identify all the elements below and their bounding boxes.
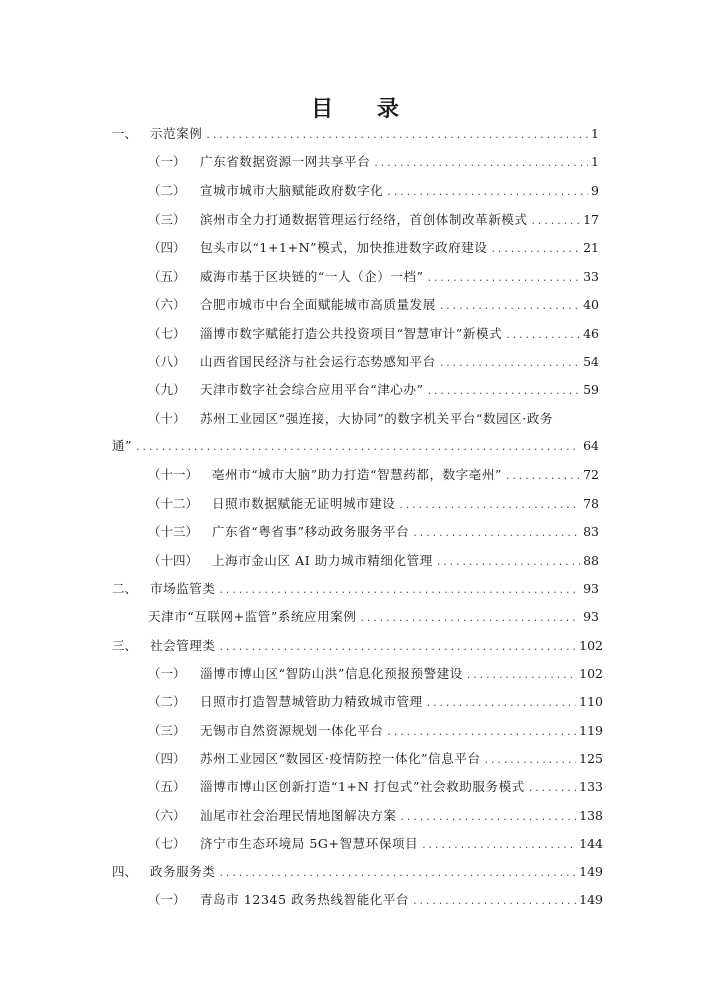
- dot-leader: [421, 836, 576, 856]
- toc-entry[interactable]: [148, 721, 603, 741]
- toc-entry-number: 四、: [112, 864, 138, 879]
- toc-entry-number: （十四）: [148, 553, 199, 568]
- toc-entry-number: （二）: [148, 694, 186, 709]
- toc-title: 目 录: [311, 97, 417, 122]
- dot-leader: [466, 666, 576, 686]
- dot-leader: [219, 864, 577, 884]
- toc-entry[interactable]: [148, 324, 599, 344]
- toc-entry-page: 83: [583, 524, 599, 539]
- toc-entry-number: （四）: [148, 751, 186, 766]
- toc-entry-page: 21: [583, 240, 599, 255]
- toc-entry[interactable]: [148, 607, 599, 627]
- toc-entry-title: 济宁市生态环境局 5G+智慧环保项目: [200, 836, 419, 851]
- toc-entry-page: 125: [579, 751, 603, 766]
- dot-leader: [373, 154, 588, 174]
- toc-entry-title: 亳州市“城市大脑”助力打造“智慧药都，数字亳州”: [212, 467, 502, 482]
- toc-entry-wrapped-line2[interactable]: [112, 436, 599, 456]
- toc-entry-title: 示范案例: [150, 126, 203, 141]
- toc-entry[interactable]: [148, 295, 599, 315]
- dot-leader: [490, 240, 580, 260]
- toc-entry-title: 苏州工业园区“数园区·疫情防控一体化”信息平台: [200, 751, 481, 766]
- dot-leader: [135, 438, 580, 458]
- dot-leader: [439, 297, 580, 317]
- toc-entry-title: 宣城市城市大脑赋能政府数字化: [200, 183, 384, 198]
- toc-entry[interactable]: [148, 267, 599, 287]
- toc-entry[interactable]: [148, 664, 603, 684]
- toc-entry-page: 59: [583, 382, 599, 397]
- dot-leader: [439, 354, 580, 374]
- dot-leader: [359, 609, 580, 629]
- toc-entry[interactable]: [112, 636, 603, 656]
- toc-entry-page: 88: [583, 553, 599, 568]
- toc-entry-page: 119: [579, 723, 603, 738]
- dot-leader: [484, 751, 577, 771]
- toc-entry-number: （四）: [148, 240, 186, 255]
- toc-entry-title: 日照市数据赋能无证明城市建设: [212, 496, 396, 511]
- toc-entry-number: （十二）: [148, 496, 199, 511]
- dot-leader: [398, 496, 580, 516]
- toc-entry[interactable]: [148, 806, 603, 826]
- dot-leader: [505, 467, 580, 487]
- toc-entry-number: 一、: [112, 126, 138, 141]
- toc-entry-number: （六）: [148, 297, 186, 312]
- toc-entry-page: 93: [583, 581, 599, 596]
- toc-entry-page: 149: [579, 892, 603, 907]
- toc-entry-page: 133: [579, 779, 603, 794]
- dot-leader: [219, 581, 581, 601]
- dot-leader: [219, 638, 577, 658]
- toc-entry[interactable]: [148, 777, 603, 797]
- toc-entry-page: 72: [583, 467, 599, 482]
- toc-entry[interactable]: [148, 692, 603, 712]
- toc-entry-number: 二、: [112, 581, 138, 596]
- toc-entry-title: 无锡市自然资源规划一体化平台: [200, 723, 384, 738]
- toc-entry-page: 9: [591, 183, 599, 198]
- toc-entry-number: （三）: [148, 212, 186, 227]
- toc-entry[interactable]: [148, 749, 603, 769]
- dot-leader: [427, 382, 581, 402]
- toc-entry-number: （九）: [148, 382, 186, 397]
- toc-entry-number: （七）: [148, 326, 186, 341]
- toc-entry-title: 社会管理类: [150, 638, 216, 653]
- toc-entry[interactable]: [112, 579, 599, 599]
- toc-entry-page: 102: [579, 638, 603, 653]
- toc-entry[interactable]: [148, 380, 599, 400]
- dot-leader: [412, 524, 580, 544]
- toc-entry-page: 1: [591, 126, 599, 141]
- toc-entry-title: 苏州工业园区“强连接，大协同”的数字机关平台“数园区·政务: [200, 411, 554, 426]
- toc-entry-number: （六）: [148, 808, 186, 823]
- dot-leader: [386, 723, 576, 743]
- toc-entry-page: 1: [591, 154, 599, 169]
- toc-entry-page: 102: [579, 666, 603, 681]
- toc-entry-page: 138: [579, 808, 603, 823]
- toc-entry-page: 78: [583, 496, 599, 511]
- dot-leader: [426, 694, 576, 714]
- toc-entry-title: 上海市金山区 AI 助力城市精细化管理: [212, 553, 433, 568]
- toc-entry-title: 天津市“互联网+监管”系统应用案例: [148, 609, 357, 624]
- toc-entry[interactable]: [148, 352, 599, 372]
- toc-entry-number: （十三）: [148, 524, 199, 539]
- toc-entry-page: 17: [583, 212, 599, 227]
- toc-entry[interactable]: [148, 238, 599, 258]
- toc-entry-title: 日照市打造智慧城管助力精致城市管理: [200, 694, 423, 709]
- toc-entry-title: 威海市基于区块链的“一人（企）一档”: [200, 269, 424, 284]
- toc-entry-title: 山西省国民经济与社会运行态势感知平台: [200, 354, 436, 369]
- toc-entry-number: （二）: [148, 183, 186, 198]
- toc-entry-title: 广东省“粤省事”移动政务服务平台: [212, 524, 410, 539]
- toc-entry-number: （十）: [148, 411, 186, 426]
- dot-leader: [412, 892, 576, 912]
- toc-entry-title: 合肥市城市中台全面赋能城市高质量发展: [200, 297, 436, 312]
- toc-entry[interactable]: [148, 522, 599, 542]
- dot-leader: [386, 183, 588, 203]
- toc-entry-title: 政务服务类: [150, 864, 216, 879]
- toc-entry-page: 110: [579, 694, 603, 709]
- dot-leader: [400, 808, 577, 828]
- toc-entry-number: （七）: [148, 836, 186, 851]
- toc-entry-number: （一）: [148, 892, 186, 907]
- toc-entry-number: （五）: [148, 269, 186, 284]
- dot-leader: [436, 553, 580, 573]
- toc-entry-title: 滨州市全力打通数据管理运行经络，首创体制改革新模式: [200, 212, 528, 227]
- toc-entry[interactable]: [148, 494, 599, 514]
- toc-entry[interactable]: [148, 181, 599, 201]
- toc-entry-number: （一）: [148, 666, 186, 681]
- toc-entry-page: 46: [583, 326, 599, 341]
- toc-entry-title: 汕尾市社会治理民情地图解决方案: [200, 808, 397, 823]
- toc-entry-number: 三、: [112, 638, 138, 653]
- toc-entry-title: 青岛市 12345 政务热线智能化平台: [200, 892, 410, 907]
- toc-entry-title: 淄博市数字赋能打造公共投资项目“智慧审计”新模式: [200, 326, 503, 341]
- toc-entry-page: 64: [583, 438, 599, 453]
- toc-entry[interactable]: [148, 890, 603, 910]
- dot-leader: [505, 326, 580, 346]
- toc-entry[interactable]: [148, 551, 599, 571]
- dot-leader: [531, 212, 581, 232]
- toc-entry[interactable]: [148, 152, 599, 172]
- toc-entry-page: 40: [583, 297, 599, 312]
- dot-leader: [427, 269, 581, 289]
- toc-entry-number: （八）: [148, 354, 186, 369]
- toc-entry[interactable]: [112, 862, 603, 882]
- dot-leader: [205, 126, 588, 146]
- toc-entry[interactable]: [148, 834, 603, 854]
- toc-entry-title: 包头市以“1+1+N”模式，加快推进数字政府建设: [200, 240, 488, 255]
- toc-entry[interactable]: [148, 210, 599, 230]
- toc-entry-page: 149: [579, 864, 603, 879]
- toc-entry-page: 54: [583, 354, 599, 369]
- toc-entry-number: （十一）: [148, 467, 199, 482]
- toc-entry-title: 淄博市博山区创新打造“1+N 打包式”社会救助服务模式: [200, 779, 525, 794]
- toc-entry-title: 淄博市博山区“智防山洪”信息化预报预警建设: [200, 666, 463, 681]
- toc-entry-page: 144: [579, 836, 603, 851]
- toc-entry-title: 市场监管类: [150, 581, 216, 596]
- toc-entry-page: 33: [583, 269, 599, 284]
- toc-entry-number: （五）: [148, 779, 186, 794]
- toc-entry-title: 天津市数字社会综合应用平台“津心办”: [200, 382, 424, 397]
- dot-leader: [528, 779, 576, 799]
- toc-entry-wrapped-line1[interactable]: [148, 409, 599, 429]
- toc-entry-number: （三）: [148, 723, 186, 738]
- toc-entry-title-continued: 通”: [112, 438, 133, 453]
- toc-entry-number: （一）: [148, 154, 186, 169]
- toc-entry-title: 广东省数据资源一网共享平台: [200, 154, 371, 169]
- toc-entry[interactable]: [148, 465, 599, 485]
- toc-entry-page: 93: [583, 609, 599, 624]
- toc-entry[interactable]: [112, 124, 599, 144]
